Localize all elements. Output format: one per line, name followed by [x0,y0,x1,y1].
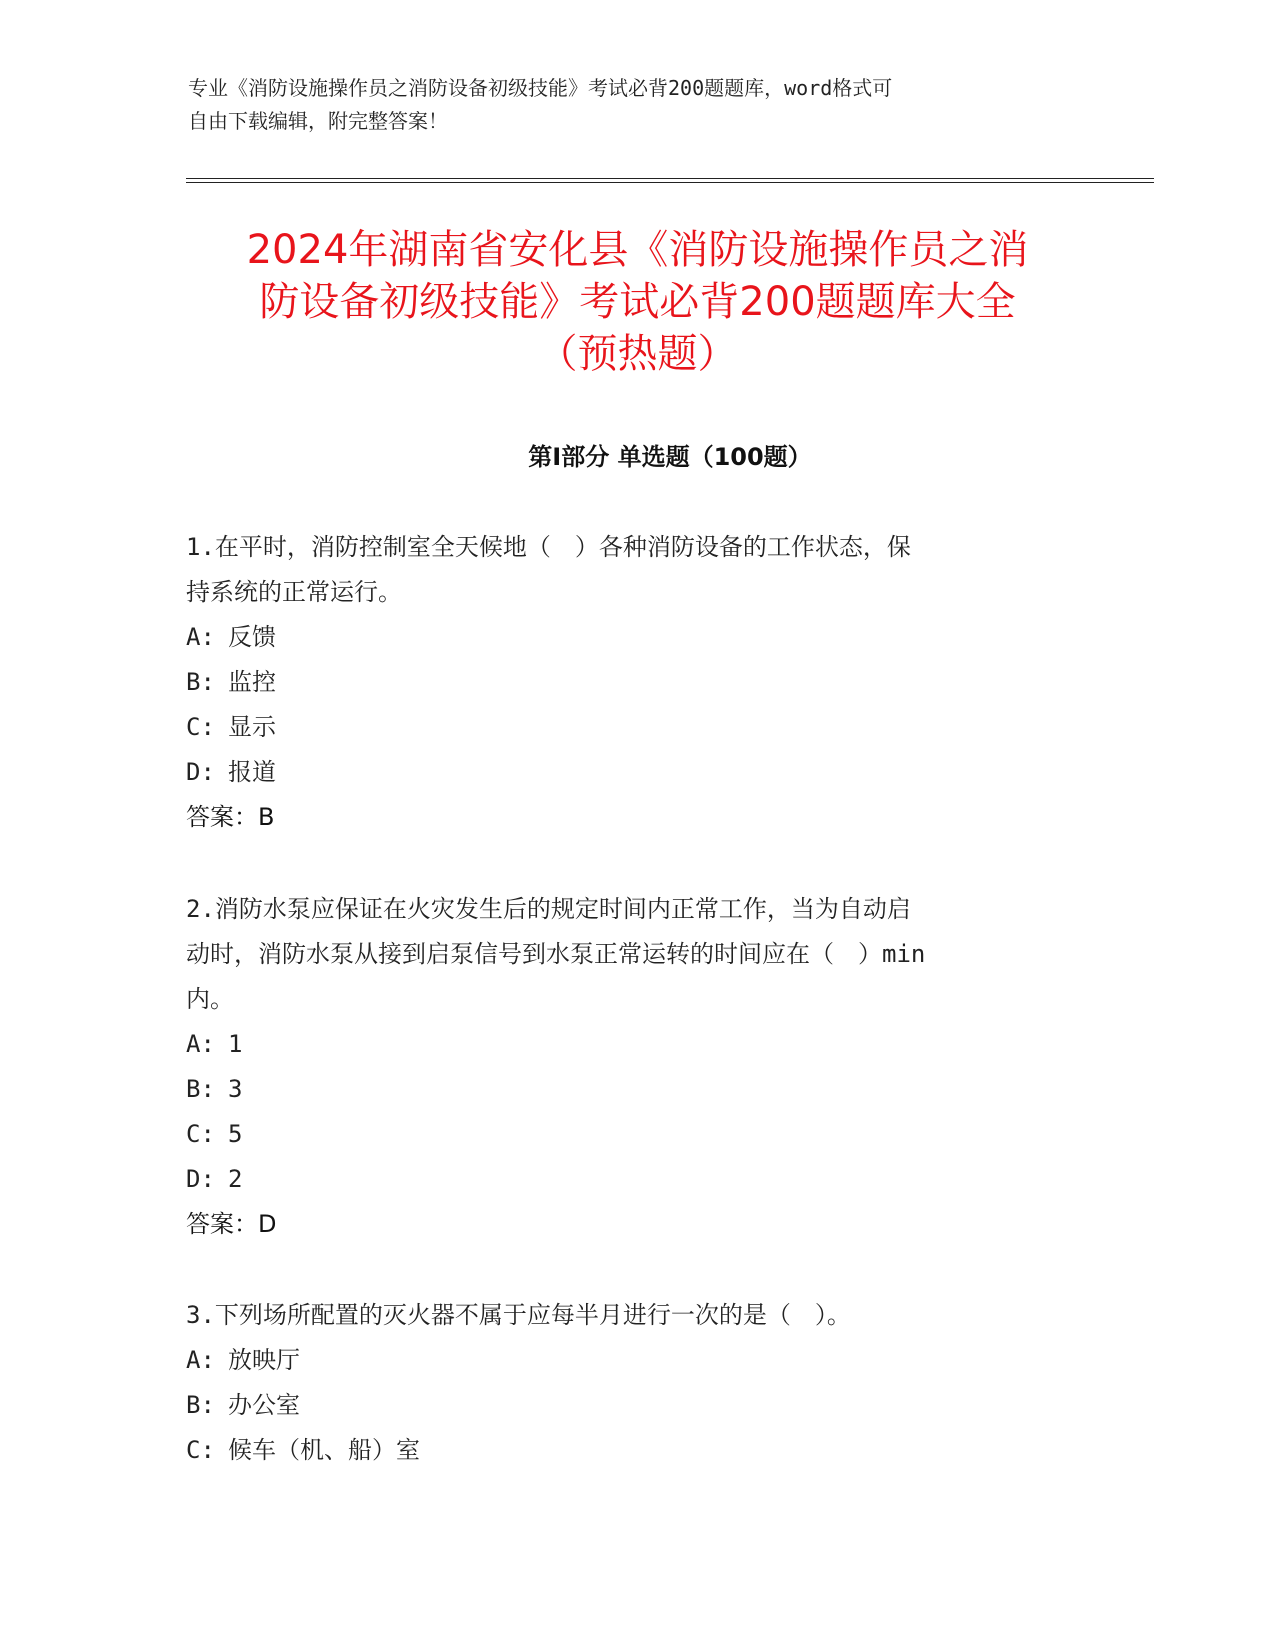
header-note-line: 自由下载编辑，附完整答案！ [188,109,448,133]
answer-line: 答案：D [186,1210,277,1238]
option-text: 1 [228,1030,243,1058]
option-b [186,1067,1076,1112]
option-b [186,1383,1076,1428]
header-note-line: 专业《消防设施操作员之消防设备初级技能》考试必背200题题库，word格式可 [188,76,893,100]
question-stem [186,887,1076,1022]
option-key: D: [186,758,215,786]
option-a [186,1022,1076,1067]
option-text: 候车（机、船）室 [228,1436,420,1464]
option-c [186,1428,1076,1473]
option-c [186,705,1076,750]
title-line: （预热题） [537,331,738,377]
option-text: 办公室 [228,1391,300,1419]
option-text: 3 [228,1075,243,1103]
question-stem [186,1293,1076,1338]
question-stem-line: 2.消防水泵应保证在火灾发生后的规定时间内正常工作，当为自动启 [186,895,911,923]
option-text: 放映厅 [228,1346,300,1374]
title-line: 2024年湖南省安化县《消防设施操作员之消 [246,227,1029,273]
title-line: 防设备初级技能》考试必背200题题库大全 [259,279,1016,325]
option-text: 反馈 [228,623,276,651]
question-3 [186,1293,1076,1473]
header-note [188,72,1068,138]
option-key: B: [186,1075,215,1103]
option-key: D: [186,1165,215,1193]
option-text: 5 [228,1120,243,1148]
option-c [186,1112,1076,1157]
question-stem [186,525,1076,615]
header-divider [186,178,1154,179]
option-text: 监控 [228,668,276,696]
question-stem-line: 内。 [186,985,234,1013]
option-text: 报道 [228,758,276,786]
question-1 [186,525,1076,840]
question-2 [186,887,1076,1247]
answer-line: 答案：B [186,803,275,831]
option-key: A: [186,1030,215,1058]
option-b [186,660,1076,705]
option-key: C: [186,713,215,741]
question-stem-line: 1.在平时，消防控制室全天候地（ ）各种消防设备的工作状态，保 [186,533,911,561]
option-text: 显示 [228,713,276,741]
option-key: A: [186,1346,215,1374]
option-key: B: [186,1391,215,1419]
option-key: C: [186,1120,215,1148]
option-key: B: [186,668,215,696]
option-a [186,1338,1076,1383]
option-text: 2 [228,1165,243,1193]
document-title [160,224,1115,380]
question-stem-line: 持系统的正常运行。 [186,578,402,606]
section-heading: 第Ⅰ部分 单选题（100题） [528,443,812,471]
question-stem-line: 动时，消防水泵从接到启泵信号到水泵正常运转的时间应在（ ）min [186,940,926,968]
question-stem-line: 3.下列场所配置的灭火器不属于应每半月进行一次的是（ ）。 [186,1301,851,1329]
option-key: C: [186,1436,215,1464]
option-d [186,1157,1076,1202]
option-d [186,750,1076,795]
option-key: A: [186,623,215,651]
option-a [186,615,1076,660]
header-divider [186,182,1154,183]
